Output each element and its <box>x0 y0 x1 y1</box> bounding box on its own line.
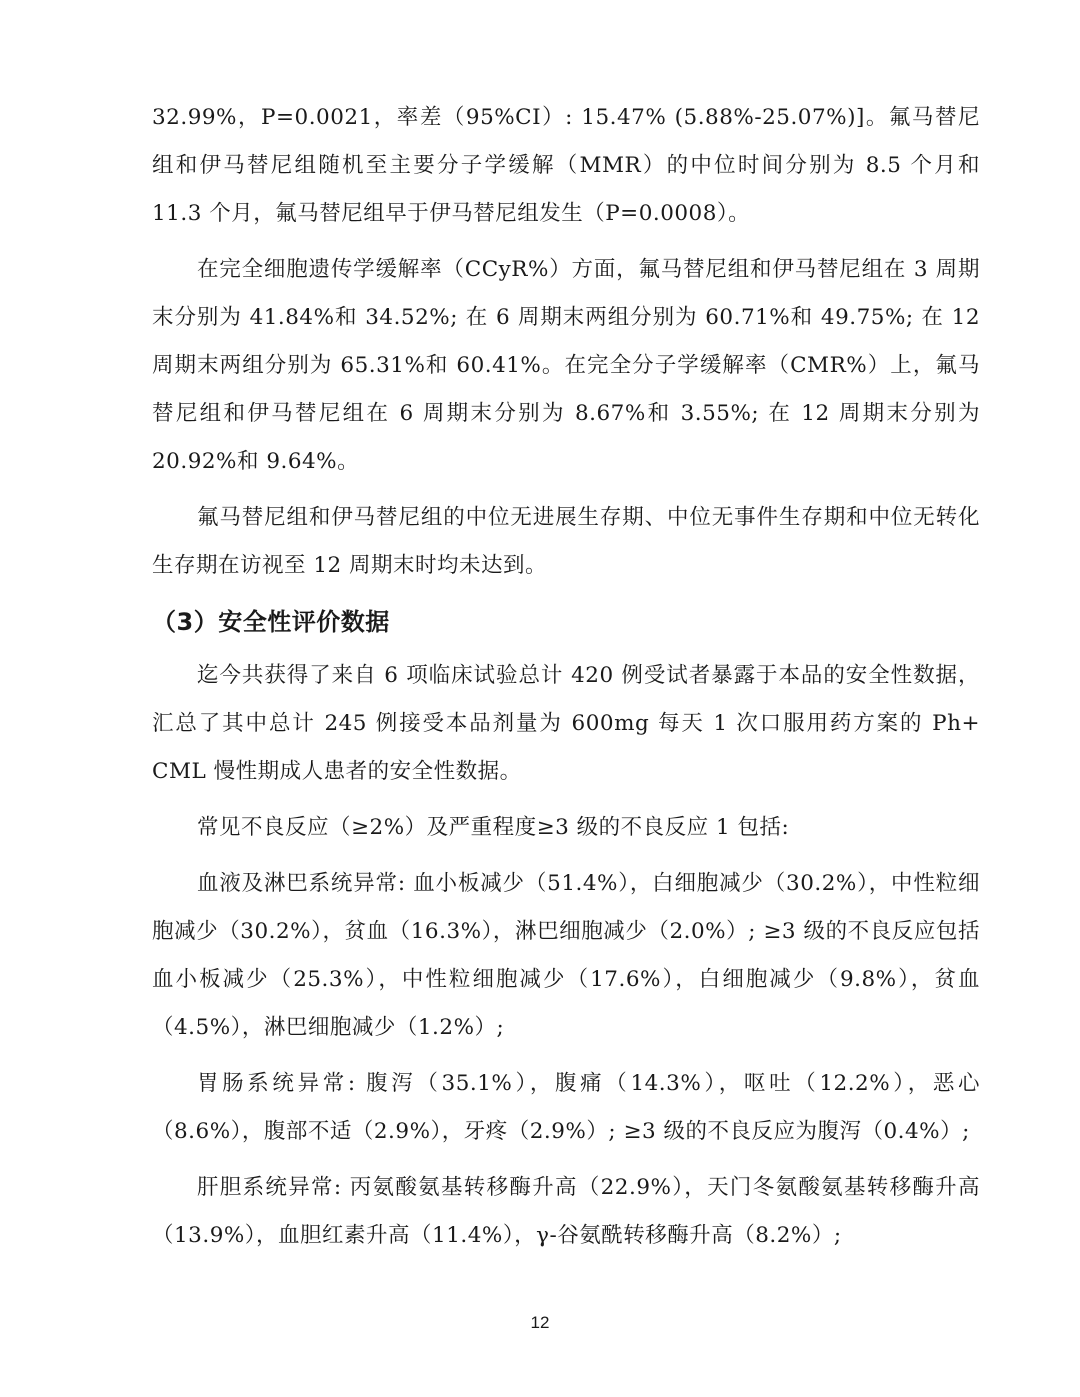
page-number: 12 <box>530 1313 550 1332</box>
section-heading-safety: （3）安全性评价数据 <box>152 608 390 636</box>
paragraph-ccyr-cmr-results: 在完全细胞遗传学缓解率（CCyR%）方面，氟马替尼组和伊马替尼组在 3 周期末分别为 41.84%和 34.52%; 在 6 周期末两组分别为 60.71%和 49.75%; 在 12 周期末两组分别为 65.31%和 60.41%。在完全分子学缓解率（CMR%）上，氟马替尼组和伊马替尼组在 6 周期末分别为 8.67%和 3.55%; 在 12 周期末分别为 20.92%和 9.64%。 <box>152 257 980 474</box>
paragraph-survival-results: 氟马替尼组和伊马替尼组的中位无进展生存期、中位无事件生存期和中位无转化生存期在访视至 12 周期末时均未达到。 <box>152 505 980 578</box>
page-content <box>152 94 980 1268</box>
paragraph-blood-lymphatic: 血液及淋巴系统异常: 血小板减少（51.4%），白细胞减少（30.2%），中性粒细胞减少（30.2%），贫血（16.3%），淋巴细胞减少（2.0%）; ≥3 级的不良反应包括血小板减少（25.3%），中性粒细胞减少（17.6%），白细胞减少（9.8%），贫血（4.5%），淋巴细胞减少（1.2%）; <box>152 871 980 1040</box>
paragraph-gastrointestinal: 胃肠系统异常: 腹泻（35.1%），腹痛（14.3%），呕吐（12.2%），恶心（8.6%），腹部不适（2.9%），牙疼（2.9%）; ≥3 级的不良反应为腹泻（0.4%）; <box>152 1071 980 1144</box>
paragraph-mmr-results: 32.99%，P=0.0021，率差（95%CI）: 15.47% (5.88%-25.07%)]。氟马替尼组和伊马替尼组随机至主要分子学缓解（MMR）的中位时间分别为 8.5 个月和 11.3 个月，氟马替尼组早于伊马替尼组发生（P=0.0008）。 <box>152 105 980 226</box>
paragraph-safety-overview: 迄今共获得了来自 6 项临床试验总计 420 例受试者暴露于本品的安全性数据，汇总了其中总计 245 例接受本品剂量为 600mg 每天 1 次口服用药方案的 Ph+ CML 慢性期成人患者的安全性数据。 <box>152 663 980 784</box>
paragraph-hepatobiliary: 肝胆系统异常: 丙氨酸氨基转移酶升高（22.9%），天门冬氨酸氨基转移酶升高（13.9%），血胆红素升高（11.4%），γ-谷氨酰转移酶升高（8.2%）; <box>152 1175 980 1248</box>
paragraph-adverse-reactions-intro: 常见不良反应（≥2%）及严重程度≥3 级的不良反应 1 包括: <box>197 815 790 840</box>
